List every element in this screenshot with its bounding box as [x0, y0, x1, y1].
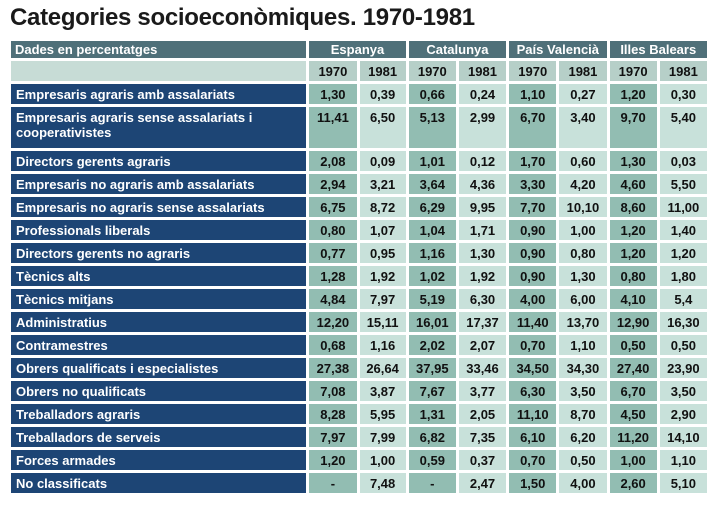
header-label: Dades en percentatges [11, 41, 306, 58]
value-cell: 2,94 [309, 174, 356, 194]
value-cell: 5,13 [409, 107, 456, 148]
year-header: 1981 [360, 61, 406, 81]
value-cell: 11,20 [610, 427, 657, 447]
category-label: Directors gerents agraris [11, 151, 306, 171]
year-header: 1970 [509, 61, 556, 81]
table-row [11, 266, 707, 286]
value-cell: 9,95 [459, 197, 506, 217]
value-cell: 5,50 [660, 174, 707, 194]
value-cell: 0,50 [559, 450, 606, 470]
value-cell: 1,31 [409, 404, 456, 424]
value-cell: 0,80 [309, 220, 356, 240]
value-cell: 0,50 [660, 335, 707, 355]
value-cell: 6,20 [559, 427, 606, 447]
value-cell: 1,16 [409, 243, 456, 263]
year-header: 1970 [309, 61, 356, 81]
value-cell: 0,30 [660, 84, 707, 104]
value-cell: 7,97 [309, 427, 356, 447]
table-row [11, 381, 707, 401]
value-cell: 0,77 [309, 243, 356, 263]
value-cell: 12,20 [309, 312, 356, 332]
value-cell: 1,20 [660, 243, 707, 263]
table-body [11, 84, 707, 493]
value-cell: 1,20 [610, 84, 657, 104]
value-cell: 1,92 [360, 266, 406, 286]
value-cell: 4,00 [559, 473, 606, 493]
year-header: 1981 [660, 61, 707, 81]
value-cell: 1,10 [660, 450, 707, 470]
table-row [11, 312, 707, 332]
value-cell: 33,46 [459, 358, 506, 378]
category-label: Treballadors de serveis [11, 427, 306, 447]
category-label: Empresaris no agraris amb assalariats [11, 174, 306, 194]
value-cell: 1,30 [309, 84, 356, 104]
value-cell: 1,00 [559, 220, 606, 240]
value-cell: 11,41 [309, 107, 356, 148]
value-cell: 14,10 [660, 427, 707, 447]
value-cell: 7,99 [360, 427, 406, 447]
value-cell: 10,10 [559, 197, 606, 217]
value-cell: 1,10 [509, 84, 556, 104]
value-cell: 1,40 [660, 220, 707, 240]
value-cell: 0,24 [459, 84, 506, 104]
category-label: Treballadors agraris [11, 404, 306, 424]
table-row [11, 289, 707, 309]
value-cell: 4,20 [559, 174, 606, 194]
value-cell: 5,40 [660, 107, 707, 148]
value-cell: 0,39 [360, 84, 406, 104]
value-cell: 9,70 [610, 107, 657, 148]
value-cell: 0,59 [409, 450, 456, 470]
table-row [11, 243, 707, 263]
value-cell: 1,02 [409, 266, 456, 286]
value-cell: 11,10 [509, 404, 556, 424]
value-cell: 7,70 [509, 197, 556, 217]
value-cell: 0,70 [509, 450, 556, 470]
value-cell: 6,70 [610, 381, 657, 401]
value-cell: 2,07 [459, 335, 506, 355]
year-header: 1970 [409, 61, 456, 81]
value-cell: 1,30 [610, 151, 657, 171]
value-cell: 16,01 [409, 312, 456, 332]
category-label: Obrers no qualificats [11, 381, 306, 401]
region-header-catalunya: Catalunya [409, 41, 506, 58]
value-cell: 1,00 [360, 450, 406, 470]
value-cell: 1,07 [360, 220, 406, 240]
value-cell: 0,09 [360, 151, 406, 171]
value-cell: 2,60 [610, 473, 657, 493]
value-cell: 6,30 [459, 289, 506, 309]
value-cell: 7,35 [459, 427, 506, 447]
year-header-row [11, 61, 707, 81]
value-cell: 3,87 [360, 381, 406, 401]
value-cell: 7,97 [360, 289, 406, 309]
value-cell: 5,19 [409, 289, 456, 309]
value-cell: 3,40 [559, 107, 606, 148]
value-cell: 1,00 [610, 450, 657, 470]
table-row [11, 174, 707, 194]
value-cell: 1,30 [559, 266, 606, 286]
value-cell: 1,20 [309, 450, 356, 470]
value-cell: 2,08 [309, 151, 356, 171]
value-cell: 2,02 [409, 335, 456, 355]
category-label: Forces armades [11, 450, 306, 470]
value-cell: 4,10 [610, 289, 657, 309]
value-cell: 0,70 [509, 335, 556, 355]
table-row [11, 427, 707, 447]
value-cell: 6,50 [360, 107, 406, 148]
value-cell: 23,90 [660, 358, 707, 378]
value-cell: 4,50 [610, 404, 657, 424]
value-cell: 5,10 [660, 473, 707, 493]
region-header-row [11, 41, 707, 58]
value-cell: 6,00 [559, 289, 606, 309]
value-cell: 7,67 [409, 381, 456, 401]
value-cell: 1,80 [660, 266, 707, 286]
value-cell: 17,37 [459, 312, 506, 332]
region-header-espanya: Espanya [309, 41, 405, 58]
table-row [11, 473, 707, 493]
table-row [11, 404, 707, 424]
value-cell: 0,12 [459, 151, 506, 171]
value-cell: 3,30 [509, 174, 556, 194]
value-cell: 11,40 [509, 312, 556, 332]
page-title: Categories socioeconòmiques. 1970-1981 [10, 4, 475, 31]
value-cell: 0,68 [309, 335, 356, 355]
value-cell: 4,00 [509, 289, 556, 309]
value-cell: 4,36 [459, 174, 506, 194]
value-cell: 6,70 [509, 107, 556, 148]
value-cell: 3,50 [559, 381, 606, 401]
value-cell: 1,30 [459, 243, 506, 263]
region-header-pais-valencia: País Valencià [509, 41, 606, 58]
value-cell: 6,10 [509, 427, 556, 447]
value-cell: 0,27 [559, 84, 606, 104]
value-cell: 27,40 [610, 358, 657, 378]
value-cell: 4,60 [610, 174, 657, 194]
value-cell: 12,90 [610, 312, 657, 332]
table-row [11, 335, 707, 355]
table-row [11, 84, 707, 104]
value-cell: 0,90 [509, 220, 556, 240]
category-label: Directors gerents no agraris [11, 243, 306, 263]
table-row [11, 197, 707, 217]
value-cell: 5,4 [660, 289, 707, 309]
value-cell: 2,05 [459, 404, 506, 424]
value-cell: - [309, 473, 356, 493]
value-cell: 5,95 [360, 404, 406, 424]
category-label: Tècnics mitjans [11, 289, 306, 309]
year-header: 1981 [559, 61, 606, 81]
value-cell: 0,37 [459, 450, 506, 470]
value-cell: 6,30 [509, 381, 556, 401]
value-cell: 1,28 [309, 266, 356, 286]
value-cell: 1,50 [509, 473, 556, 493]
value-cell: 3,21 [360, 174, 406, 194]
value-cell: 1,71 [459, 220, 506, 240]
year-header: 1981 [459, 61, 506, 81]
value-cell: 1,20 [610, 220, 657, 240]
value-cell: 16,30 [660, 312, 707, 332]
value-cell: 8,60 [610, 197, 657, 217]
value-cell: 2,47 [459, 473, 506, 493]
year-header: 1970 [610, 61, 657, 81]
table-row [11, 358, 707, 378]
value-cell: 0,50 [610, 335, 657, 355]
value-cell: 34,50 [509, 358, 556, 378]
value-cell: 1,20 [610, 243, 657, 263]
value-cell: 11,00 [660, 197, 707, 217]
value-cell: 0,80 [610, 266, 657, 286]
value-cell: 1,70 [509, 151, 556, 171]
value-cell: 1,10 [559, 335, 606, 355]
value-cell: 0,90 [509, 243, 556, 263]
value-cell: 37,95 [409, 358, 456, 378]
category-label: No classificats [11, 473, 306, 493]
value-cell: 8,70 [559, 404, 606, 424]
value-cell: 2,99 [459, 107, 506, 148]
table-row [11, 107, 707, 148]
value-cell: 6,75 [309, 197, 356, 217]
value-cell: 0,66 [409, 84, 456, 104]
category-label: Empresaris agraris sense assalariats i cooperativistes [11, 107, 306, 148]
value-cell: 13,70 [559, 312, 606, 332]
header-blank-cell [11, 61, 306, 81]
value-cell: 0,60 [559, 151, 606, 171]
value-cell: 8,28 [309, 404, 356, 424]
value-cell: 0,90 [509, 266, 556, 286]
region-header-illes-balears: Illes Balears [610, 41, 707, 58]
value-cell: 1,92 [459, 266, 506, 286]
value-cell: 34,30 [559, 358, 606, 378]
data-table [8, 38, 710, 496]
table-row [11, 220, 707, 240]
value-cell: 15,11 [360, 312, 406, 332]
value-cell: 1,01 [409, 151, 456, 171]
value-cell: 3,64 [409, 174, 456, 194]
value-cell: 8,72 [360, 197, 406, 217]
value-cell: 4,84 [309, 289, 356, 309]
category-label: Empresaris no agraris sense assalariats [11, 197, 306, 217]
category-label: Administratius [11, 312, 306, 332]
value-cell: 3,77 [459, 381, 506, 401]
value-cell: 27,38 [309, 358, 356, 378]
category-label: Empresaris agraris amb assalariats [11, 84, 306, 104]
value-cell: 0,95 [360, 243, 406, 263]
category-label: Professionals liberals [11, 220, 306, 240]
category-label: Contramestres [11, 335, 306, 355]
table-row [11, 450, 707, 470]
value-cell: 0,03 [660, 151, 707, 171]
value-cell: 2,90 [660, 404, 707, 424]
value-cell: 7,48 [360, 473, 406, 493]
table-row [11, 151, 707, 171]
value-cell: 3,50 [660, 381, 707, 401]
value-cell: 1,04 [409, 220, 456, 240]
value-cell: 6,29 [409, 197, 456, 217]
value-cell: - [409, 473, 456, 493]
value-cell: 0,80 [559, 243, 606, 263]
value-cell: 6,82 [409, 427, 456, 447]
category-label: Tècnics alts [11, 266, 306, 286]
value-cell: 26,64 [360, 358, 406, 378]
category-label: Obrers qualificats i especialistes [11, 358, 306, 378]
value-cell: 7,08 [309, 381, 356, 401]
value-cell: 1,16 [360, 335, 406, 355]
